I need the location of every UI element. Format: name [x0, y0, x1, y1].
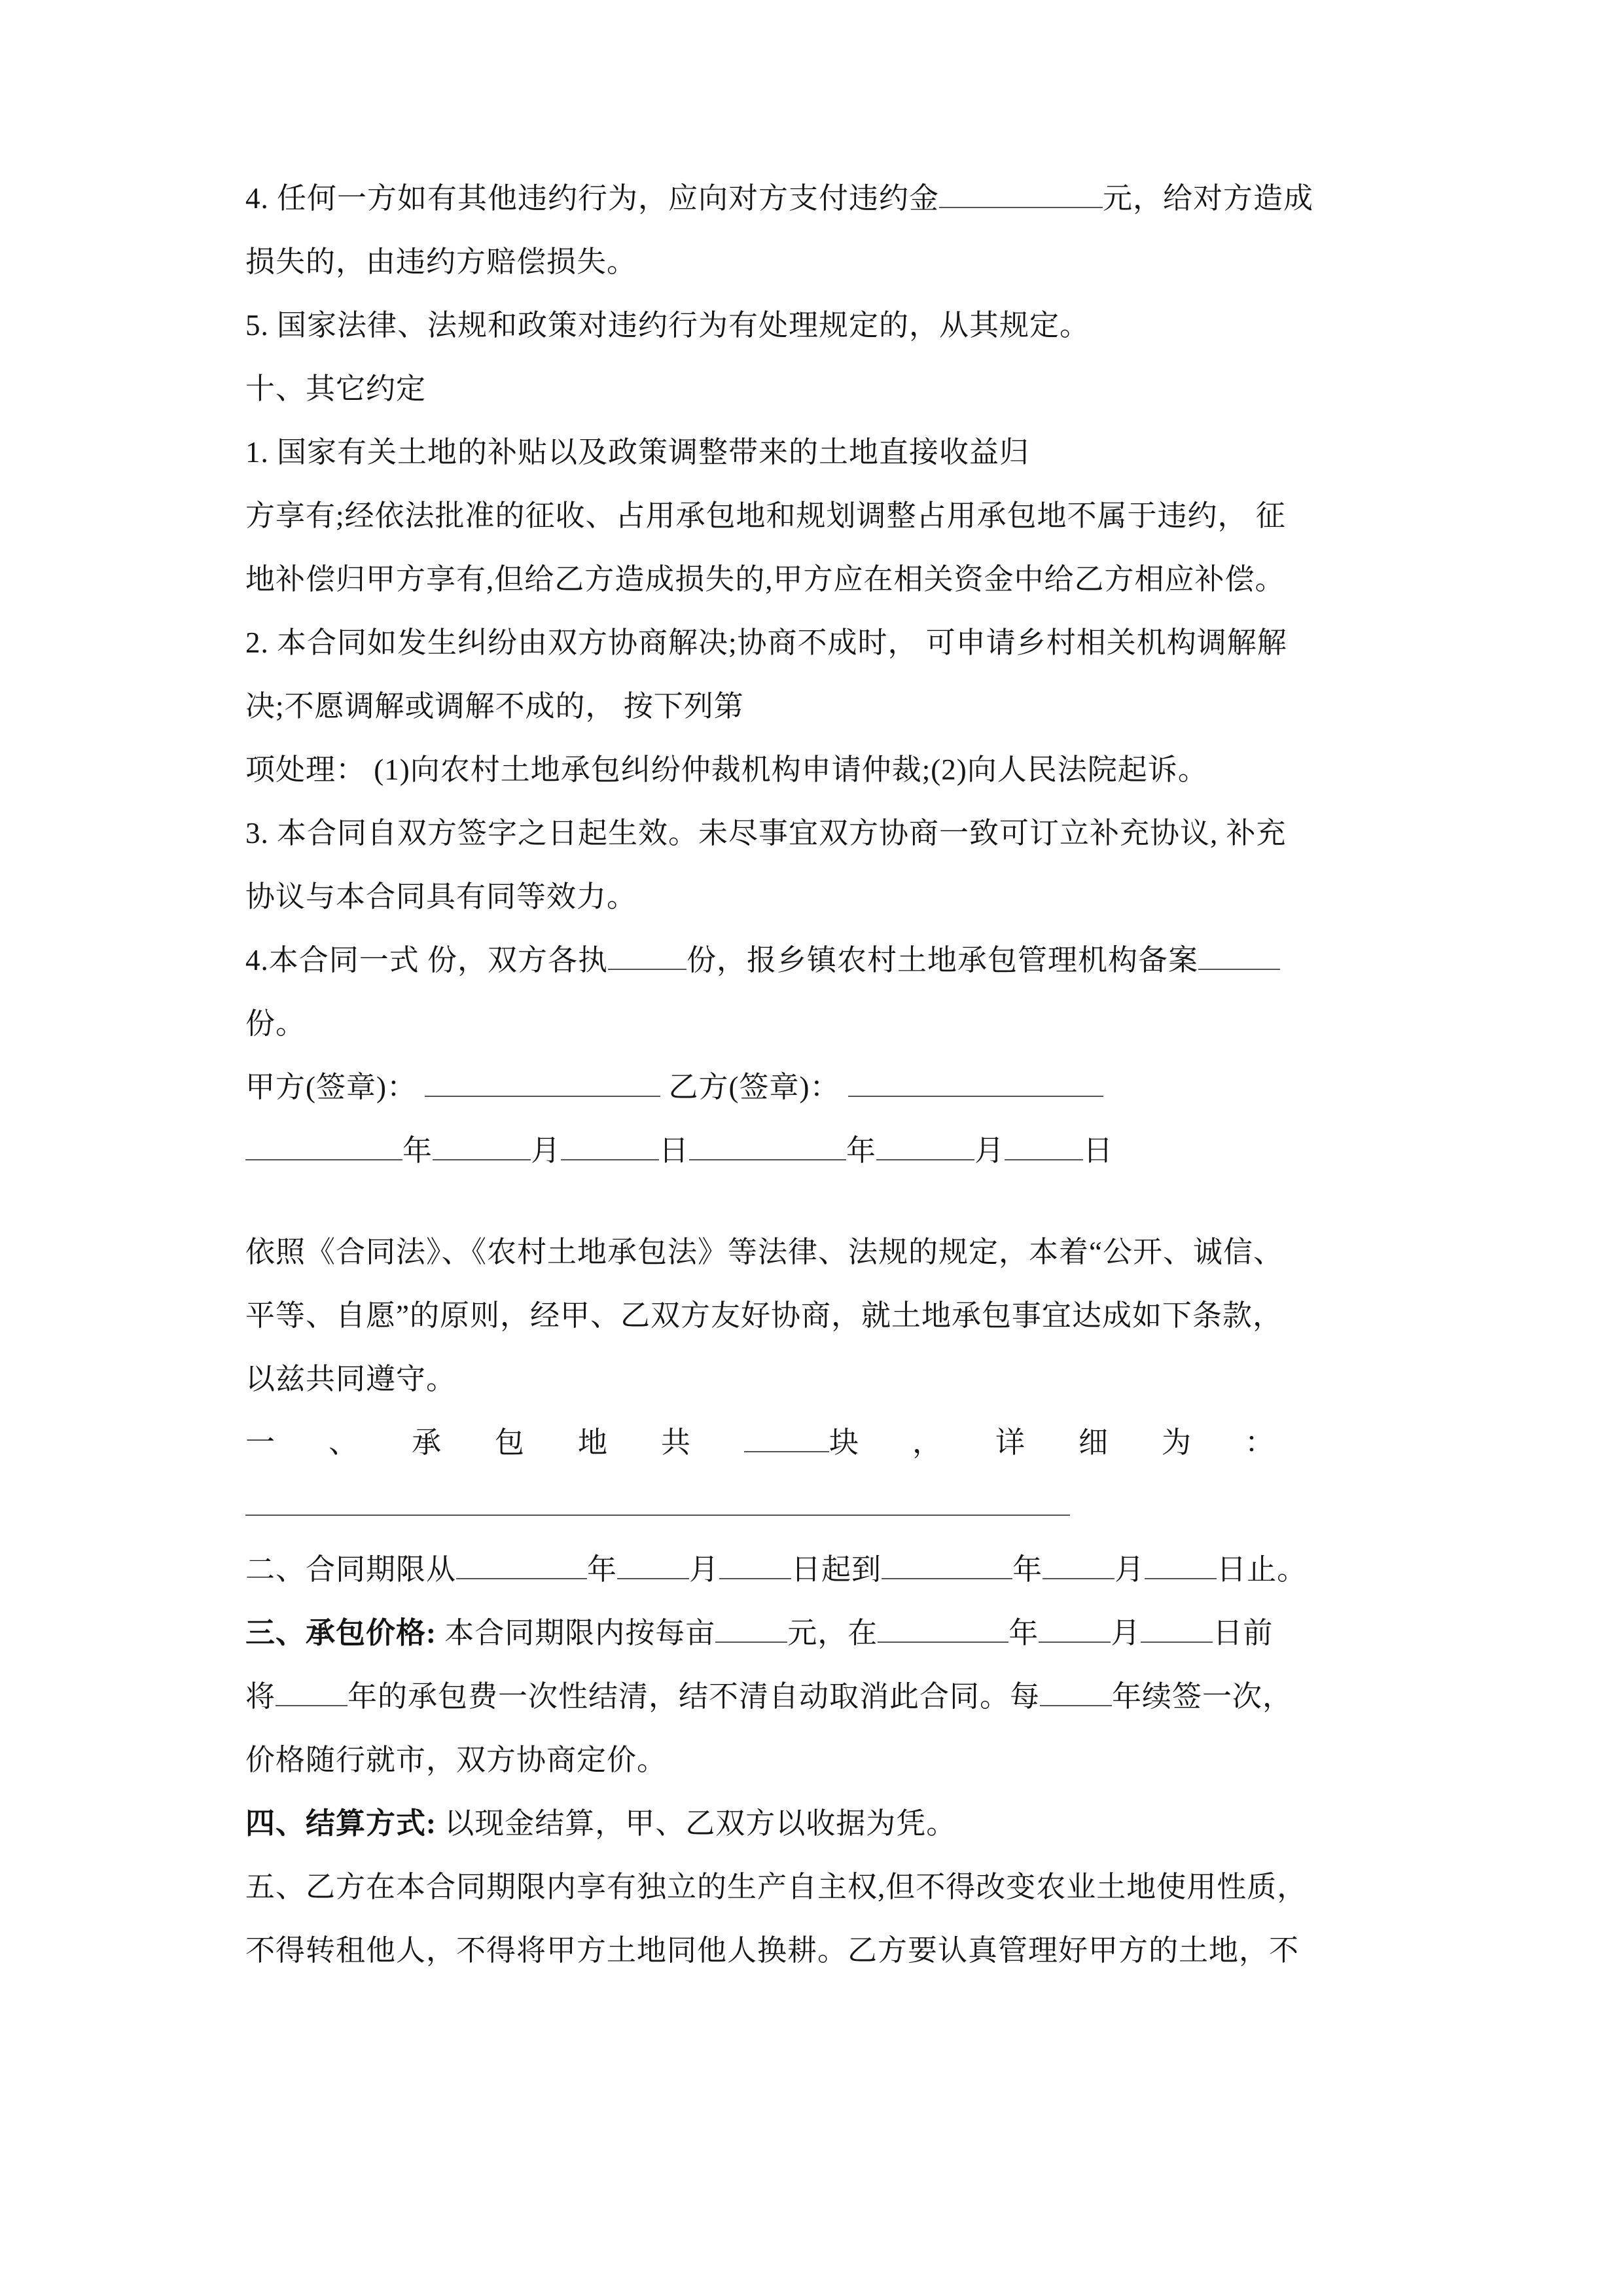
text-segment: 份，报乡镇农村土地承包管理机构备案: [687, 944, 1199, 977]
text-segment: 依照《合同法》、《农村土地承包法》等法律、法规的规定，本着“公开、诚信、: [245, 1236, 1283, 1268]
document-line: [245, 1665, 1397, 1729]
text-segment: 月: [974, 1134, 1005, 1167]
text-segment: 损失的，由违约方赔偿损失。: [245, 245, 637, 278]
text-segment: 不得转租他人，不得将甲方土地同他人换耕。乙方要认真管理好甲方的土地，不: [245, 1934, 1300, 1967]
text-segment: 月: [531, 1134, 562, 1167]
text-segment: 乙方(签章)：: [660, 1071, 848, 1103]
document-line: [245, 929, 1397, 992]
text-segment: 十、其它约定: [245, 372, 427, 405]
fill-in-blank: [876, 1131, 974, 1160]
fill-in-blank: [744, 1423, 829, 1452]
fill-in-blank: [882, 1550, 1012, 1579]
text-segment: 三、承包价格:: [245, 1617, 437, 1649]
fill-in-blank: [561, 1131, 659, 1160]
text-segment: 元，给对方造成: [1103, 182, 1314, 215]
text-segment: 年: [1012, 1553, 1043, 1586]
document-line: [245, 1792, 1397, 1856]
document-line: [245, 1538, 1397, 1602]
text-segment: 以兹共同遵守。: [245, 1363, 457, 1395]
fill-in-blank: [1141, 1613, 1213, 1643]
document-line: [245, 294, 1397, 357]
text-segment: 平等、自愿”的原则，经甲、乙双方友好协商，就土地承包事宜达成如下条款，: [245, 1299, 1283, 1332]
document-line: [245, 1475, 1397, 1538]
text-segment: 月: [1115, 1553, 1145, 1586]
document-line: [245, 1919, 1397, 1982]
document-line: [245, 802, 1397, 865]
fill-in-blank: [1145, 1550, 1217, 1579]
text-segment: 日: [659, 1134, 690, 1167]
document-line: [245, 611, 1397, 675]
text-segment: 协议与本合同具有同等效力。: [245, 880, 637, 913]
text-segment: 年: [846, 1134, 877, 1167]
document-line: [245, 167, 1397, 230]
text-segment: 元，在: [787, 1617, 878, 1649]
document-line: [245, 1411, 1397, 1475]
text-segment: 日: [1083, 1134, 1114, 1167]
document-line: [245, 230, 1397, 294]
text-segment: 决;不愿调解或调解不成的， 按下列第: [245, 690, 744, 723]
document-line: [245, 1729, 1397, 1792]
text-segment: 年: [587, 1553, 618, 1586]
document-line: [245, 738, 1397, 802]
fill-in-blank: [1043, 1550, 1115, 1579]
document-line: [245, 1348, 1397, 1411]
text-segment: 项处理： (1)向农村土地承包纠纷仲裁机构申请仲裁;(2)向人民法院起诉。: [245, 753, 1208, 786]
text-segment: 一、承包地共: [245, 1426, 745, 1459]
document-line: [245, 865, 1397, 929]
text-segment: 将: [245, 1680, 276, 1713]
fill-in-blank: [715, 1613, 787, 1643]
text-segment: 五、乙方在本合同期限内享有独立的生产自主权,但不得改变农业土地使用性质，: [245, 1871, 1308, 1903]
fill-in-blank: [608, 941, 687, 970]
text-segment: 年的承包费一次性结清，结不清自动取消此合同。每: [348, 1680, 1041, 1713]
text-segment: 月: [1111, 1617, 1141, 1649]
fill-in-blank: [433, 1131, 531, 1160]
text-segment: 地补偿归甲方享有,但给乙方造成损失的,甲方应在相关资金中给乙方相应补偿。: [245, 563, 1285, 596]
text-segment: 日止。: [1217, 1553, 1308, 1586]
text-segment: 甲方(签章)：: [245, 1071, 425, 1103]
text-segment: 二、合同期限从: [245, 1553, 457, 1586]
text-segment: 1. 国家有关土地的补贴以及政策调整带来的土地直接收益归: [245, 436, 1030, 469]
fill-in-blank: [689, 1131, 846, 1160]
document-line: [245, 1602, 1397, 1665]
fill-in-blank: [245, 1486, 1070, 1516]
fill-in-blank: [456, 1550, 587, 1579]
document-body: [245, 167, 1397, 1982]
fill-in-blank: [617, 1550, 689, 1579]
text-segment: 年: [402, 1134, 433, 1167]
fill-in-blank: [245, 1131, 402, 1160]
document-line: [245, 484, 1397, 548]
document-line: [245, 1119, 1397, 1183]
text-segment: 份。: [245, 1007, 306, 1040]
document-line: [245, 1221, 1397, 1284]
text-segment: 月: [689, 1553, 720, 1586]
text-segment: 本合同期限内按每亩: [437, 1617, 716, 1649]
document-line: [245, 1284, 1397, 1348]
text-segment: 块，详细为：: [829, 1426, 1329, 1459]
text-segment: 2. 本合同如发生纠纷由双方协商解决;协商不成时， 可申请乡村相关机构调解解: [245, 626, 1287, 659]
text-segment: 4. 任何一方如有其他违约行为，应向对方支付违约金: [245, 182, 940, 215]
fill-in-blank: [1039, 1613, 1111, 1643]
text-segment: 以现金结算，甲、乙双方以收据为凭。: [437, 1807, 957, 1840]
document-line: [245, 1856, 1397, 1919]
fill-in-blank: [878, 1613, 1008, 1643]
document-line: [245, 1056, 1397, 1119]
fill-in-blank: [719, 1550, 791, 1579]
blank-line: [245, 1183, 1397, 1221]
document-line: [245, 992, 1397, 1056]
text-segment: 3. 本合同自双方签字之日起生效。未尽事宜双方协商一致可订立补充协议, 补充: [245, 817, 1287, 850]
fill-in-blank: [425, 1067, 660, 1097]
text-segment: 年: [1008, 1617, 1039, 1649]
text-segment: 价格随行就市，双方协商定价。: [245, 1744, 668, 1776]
text-segment: 四、结算方式:: [245, 1807, 437, 1840]
text-segment: 4.本合同一式 份，双方各执: [245, 944, 609, 977]
fill-in-blank: [1198, 941, 1280, 970]
fill-in-blank: [1040, 1677, 1112, 1706]
fill-in-blank: [1005, 1131, 1083, 1160]
text-segment: 年续签一次，: [1112, 1680, 1293, 1713]
document-line: [245, 548, 1397, 611]
fill-in-blank: [848, 1067, 1103, 1097]
text-segment: 日起到: [791, 1553, 882, 1586]
text-segment: 日前: [1213, 1617, 1274, 1649]
document-line: [245, 421, 1397, 484]
document-line: [245, 357, 1397, 421]
document-line: [245, 675, 1397, 738]
fill-in-blank: [276, 1677, 348, 1706]
fill-in-blank: [939, 179, 1103, 208]
text-segment: 5. 国家法律、法规和政策对违约行为有处理规定的，从其规定。: [245, 309, 1090, 342]
text-segment: 方享有;经依法批准的征收、占用承包地和规划调整占用承包地不属于违约， 征: [245, 499, 1286, 532]
